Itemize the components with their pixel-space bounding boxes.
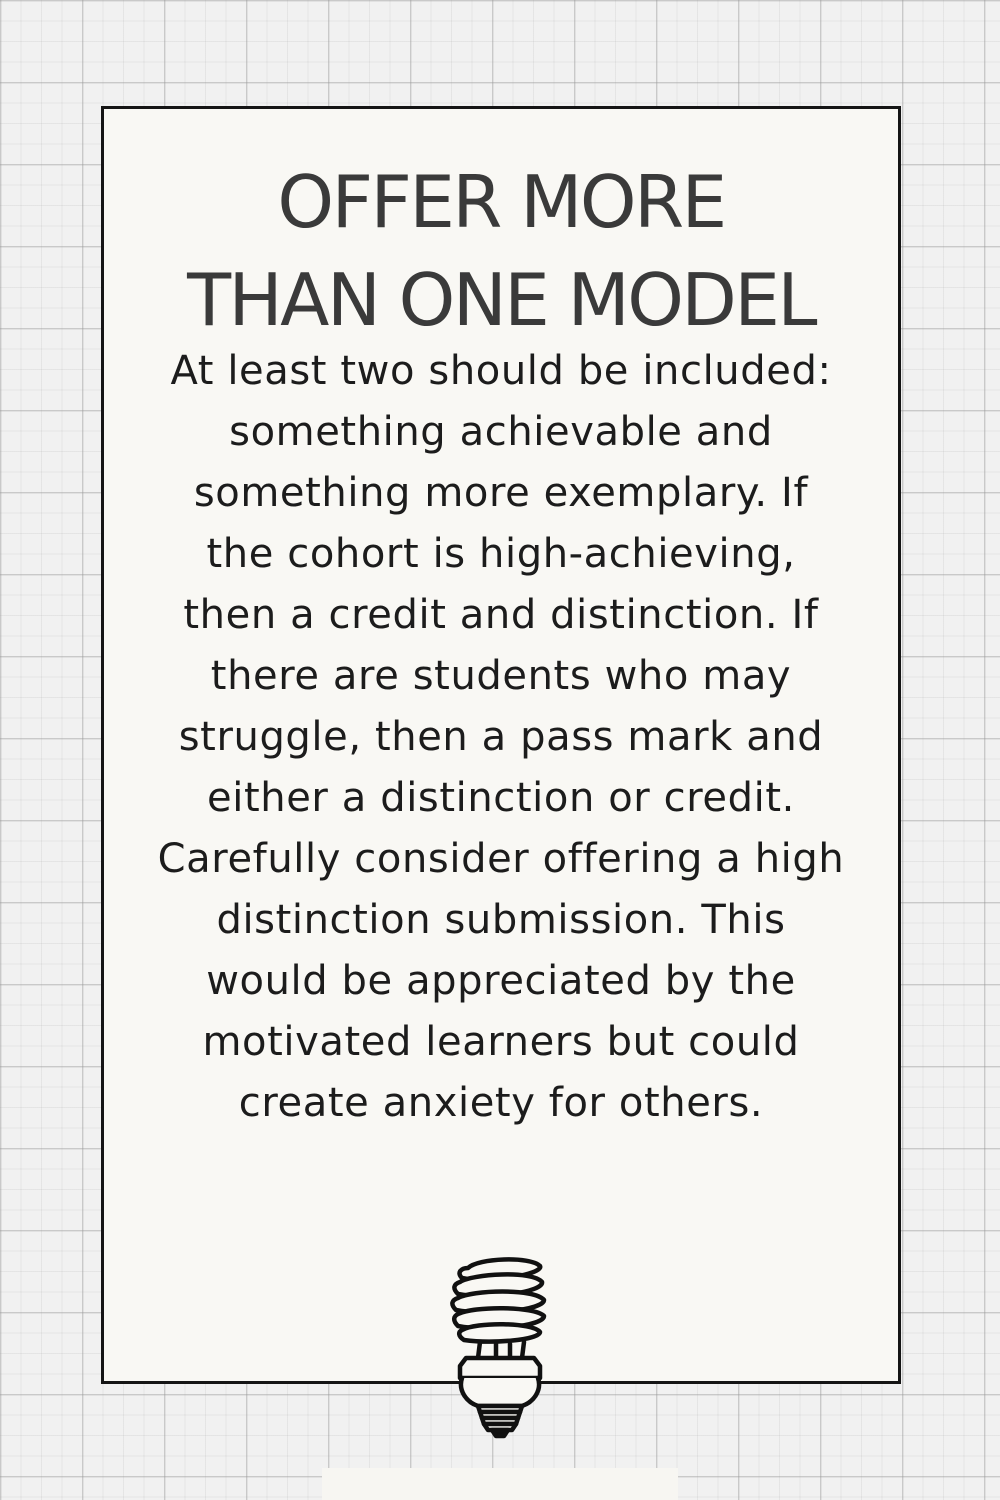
info-card [101,106,901,1384]
card-title-line-2: THAN ONE MODEL [187,258,815,342]
bottom-paper-strip [322,1468,678,1500]
card-body-text: At least two should be included: something achievable and something more exemplary. If the cohort is high-achieving, then a credit and distinction. If there are students who may struggle, then a pass mark and either a distinction or credit. Carefully consider offering a high distinction submission. This would be appreciated by the motivated learners but could create anxiety for others. [157,348,845,1126]
card-title [104,153,898,349]
card-title-line-1: OFFER MORE [277,160,725,244]
lightbulb-icon [448,1256,552,1440]
